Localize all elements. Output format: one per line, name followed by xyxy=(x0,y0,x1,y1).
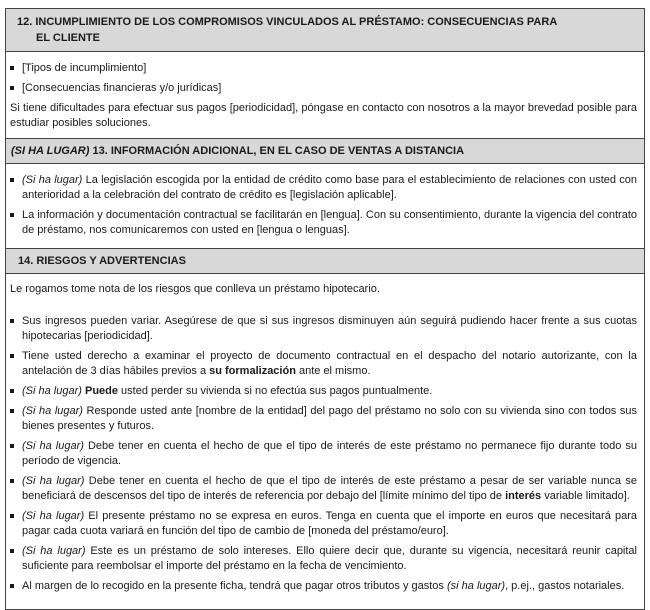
list-item xyxy=(10,349,637,379)
list-item-text: (Si ha lugar) xyxy=(22,174,83,186)
bullet-icon xyxy=(10,389,14,393)
list-item-text-italic: (Si ha lugar) xyxy=(22,545,86,557)
list-item xyxy=(10,81,637,96)
list-item-text: La información y documentación contractual se facilitarán en [lengua]. Con su consentimiento, durante la vigencia del contrato de préstamo, nos comunicaremos con usted en [lengua o lenguas]. xyxy=(22,209,637,236)
list-item-text: Responde usted ante [nombre de la entidad] del pago del préstamo no solo con su vivienda sino con todos sus bienes presentes y futuros. xyxy=(22,405,638,432)
list-item-text-italic: (Si ha lugar) xyxy=(22,475,85,487)
list-item-text-italic: (Si ha lugar) xyxy=(22,385,82,397)
list-item xyxy=(10,61,637,76)
bullet-icon xyxy=(10,514,14,518)
section-14-title: 14. RIESGOS Y ADVERTENCIAS xyxy=(18,255,186,267)
list-item xyxy=(10,314,637,344)
list-item-text-italic: (Si ha lugar) xyxy=(22,440,84,452)
list-item-text: , p.ej., gastos notariales. xyxy=(505,580,625,592)
list-item xyxy=(10,404,637,434)
bullet-icon xyxy=(10,66,14,70)
section-13-title: 13. INFORMACIÓN ADICIONAL, EN EL CASO DE VENTAS A DISTANCIA xyxy=(89,145,465,157)
list-item-text: variable limitado]. xyxy=(541,490,630,502)
list-item xyxy=(10,474,637,504)
list-item xyxy=(10,439,637,469)
bullet-icon xyxy=(10,213,14,217)
list-item xyxy=(10,579,637,594)
section-13-body xyxy=(6,164,644,248)
paragraph: Si tiene dificultades para efectuar sus pagos [periodicidad], póngase en contacto con nosotros a la mayor brevedad posible para estudiar posibles soluciones. xyxy=(10,102,637,129)
bullet-icon xyxy=(10,86,14,90)
section-14-body xyxy=(6,274,644,609)
list-item xyxy=(10,384,637,399)
section-12-title-line1: 12. INCUMPLIMIENTO DE LOS COMPROMISOS VINCULADOS AL PRÉSTAMO: CONSECUENCIAS PARA xyxy=(17,16,558,28)
list-item-text: [Tipos de incumplimiento] xyxy=(22,62,147,74)
list-item-text: La legislación escogida por la entidad de crédito como base para el establecimiento de relaciones con usted con anterioridad a la celebración del contrato de crédito es [legislación aplicable]. xyxy=(22,174,637,201)
bullet-icon xyxy=(10,319,14,323)
list-item-text-bold: su formalización xyxy=(209,365,296,377)
bullet-icon xyxy=(10,549,14,553)
section-12-body xyxy=(6,52,644,138)
list-item-text-bold: interés xyxy=(505,490,542,502)
risks-intro-paragraph: Le rogamos tome nota de los riesgos que conlleva un préstamo hipotecario. xyxy=(10,283,380,295)
fiper-document xyxy=(5,8,645,610)
section-12-header xyxy=(6,9,644,52)
list-item-text-italic: (Si ha lugar) xyxy=(22,405,83,417)
list-item-text-italic: (si ha lugar) xyxy=(446,580,506,592)
list-item-text: usted perder su vivienda si no efectúa sus pagos puntualmente. xyxy=(118,385,433,397)
list-item-text: El presente préstamo no se expresa en euros. Tenga en cuenta que el importe en euros que necesitará para pagar cada cuota variará en función del tipo de cambio de [moneda del préstamo/euro]. xyxy=(22,510,637,537)
list-item-text: Sus ingresos pueden variar. Asegúrese de que si sus ingresos disminuyen aún seguirá pudiendo hacer frente a sus cuotas hipotecarias [periodicidad]. xyxy=(22,315,637,342)
bullet-icon xyxy=(10,354,14,358)
section-13-title-prefix: (SI HA LUGAR) xyxy=(11,145,90,157)
list-item-text: Al margen de lo recogido en la presente ficha, tendrá que pagar otros tributos y gastos xyxy=(22,580,447,592)
list-item-text: ante el mismo. xyxy=(295,365,371,377)
list-item-text-italic: (Si ha lugar) xyxy=(22,510,85,522)
bullet-icon xyxy=(10,444,14,448)
list-item xyxy=(10,509,637,539)
section-13-header xyxy=(6,138,644,164)
list-item xyxy=(10,173,637,203)
bullet-icon xyxy=(10,409,14,413)
list-item-text: Este es un préstamo de solo intereses. Ello quiere decir que, durante su vigencia, necesitará reunir capital suficiente para reembolsar el importe del préstamo en la fecha de vencimiento. xyxy=(22,545,637,572)
section-14-header xyxy=(6,248,644,274)
list-item-text: Tiene usted derecho a examinar el proyecto de documento contractual en el despacho del notario autorizante, con la antelación de 3 días hábiles previos a xyxy=(22,350,637,377)
list-item-text: [Consecuencias financieras y/o jurídicas] xyxy=(22,82,222,94)
list-item-text: Debe tener en cuenta el hecho de que el tipo de interés de este préstamo a pesar de ser variable nunca se beneficiará de descensos del tipo de interés de referencia por debajo del [límite mínimo del tipo de xyxy=(22,475,637,502)
list-item-text: Debe tener en cuenta el hecho de que el tipo de interés de este préstamo no permanece fijo durante todo su período de vigencia. xyxy=(22,440,637,467)
list-item-text-bold: Puede xyxy=(81,385,118,397)
list-item xyxy=(10,544,637,574)
section-12-title-line2: EL CLIENTE xyxy=(36,32,100,44)
bullet-icon xyxy=(10,479,14,483)
bullet-icon xyxy=(10,178,14,182)
bullet-icon xyxy=(10,584,14,588)
list-item xyxy=(10,208,637,238)
